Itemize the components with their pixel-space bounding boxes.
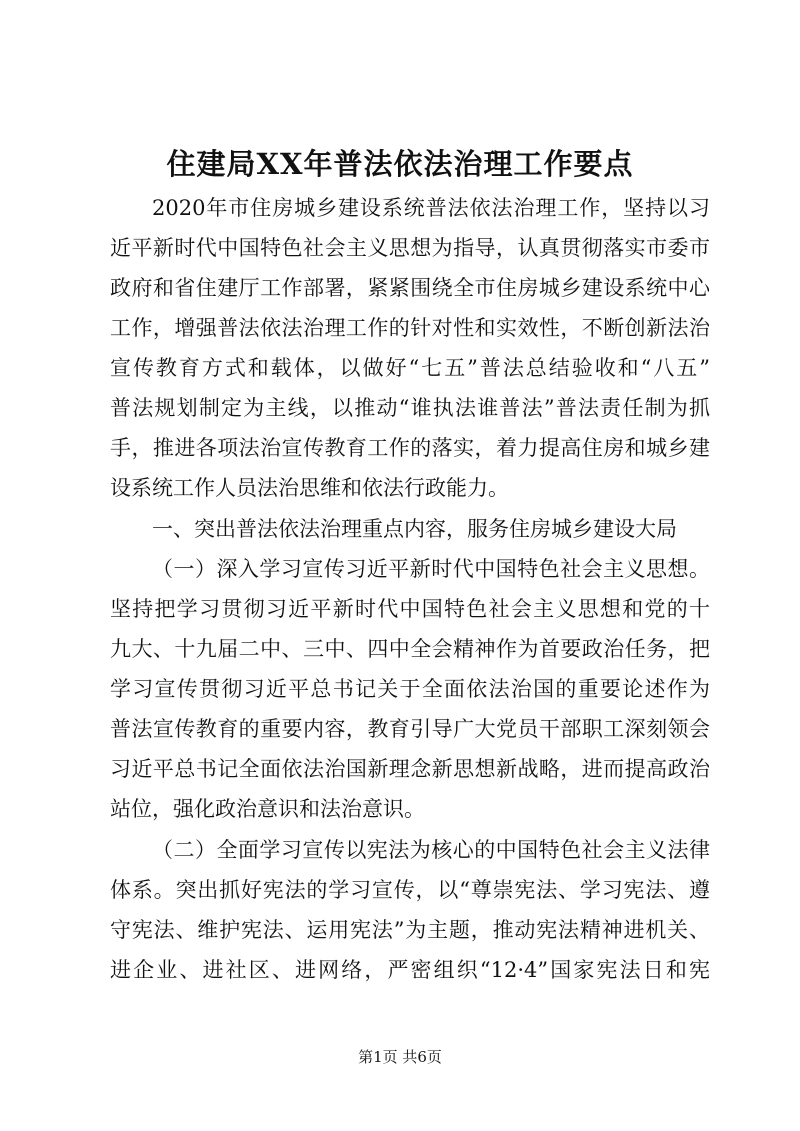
paragraph-line: 近平新时代中国特色社会主义思想为指导，认真贯彻落实市委市 [110,236,710,260]
paragraph-line: 手，推进各项法治宣传教育工作的落实，着力提高住房和城乡建 [110,436,710,460]
paragraph-line: 进企业、进社区、进网络，严密组织“12·4”国家宪法日和宪 [110,958,710,982]
paragraph-line: 习近平总书记全面依法治国新理念新思想新战略，进而提高政治 [110,757,710,781]
paragraph-line: 站位，强化政治意识和法治意识。 [110,797,425,821]
paragraph-line: 宣传教育方式和载体，以做好“七五”普法总结验收和“八五” [110,356,710,380]
subsection-heading: （一）深入学习宣传习近平新时代中国特色社会主义思想。 [152,557,710,581]
paragraph-line: 普法规划制定为主线，以推动“谁执法谁普法”普法责任制为抓 [110,396,710,420]
page-title: 住建局XX年普法依法治理工作要点 [166,147,634,181]
paragraph-line: 普法宣传教育的重要内容，教育引导广大党员干部职工深刻领会 [110,717,710,741]
paragraph-line: 九大、十九届二中、三中、四中全会精神作为首要政治任务，把 [110,637,710,661]
paragraph-line: 坚持把学习贯彻习近平新时代中国特色社会主义思想和党的十 [110,597,710,621]
paragraph-line: 2020年市住房城乡建设系统普法依法治理工作，坚持以习 [152,196,710,220]
paragraph-line: 学习宣传贯彻习近平总书记关于全面依法治国的重要论述作为 [110,677,710,701]
paragraph-line: 工作，增强普法依法治理工作的针对性和实效性，不断创新法治 [110,316,710,340]
paragraph-line: 设系统工作人员法治思维和依法行政能力。 [110,476,509,500]
subsection-heading: （二）全面学习宣传以宪法为核心的中国特色社会主义法律 [152,838,710,862]
page-number-footer: 第1页 共6页 [358,1048,442,1066]
paragraph-line: 守宪法、维护宪法、运用宪法”为主题，推动宪法精神进机关、 [110,918,710,942]
paragraph-line: 政府和省住建厅工作部署，紧紧围绕全市住房城乡建设系统中心 [110,276,710,300]
section-heading: 一、突出普法依法治理重点内容，服务住房城乡建设大局 [152,517,677,541]
paragraph-line: 体系。突出抓好宪法的学习宣传，以“尊崇宪法、学习宪法、遵 [110,878,710,902]
